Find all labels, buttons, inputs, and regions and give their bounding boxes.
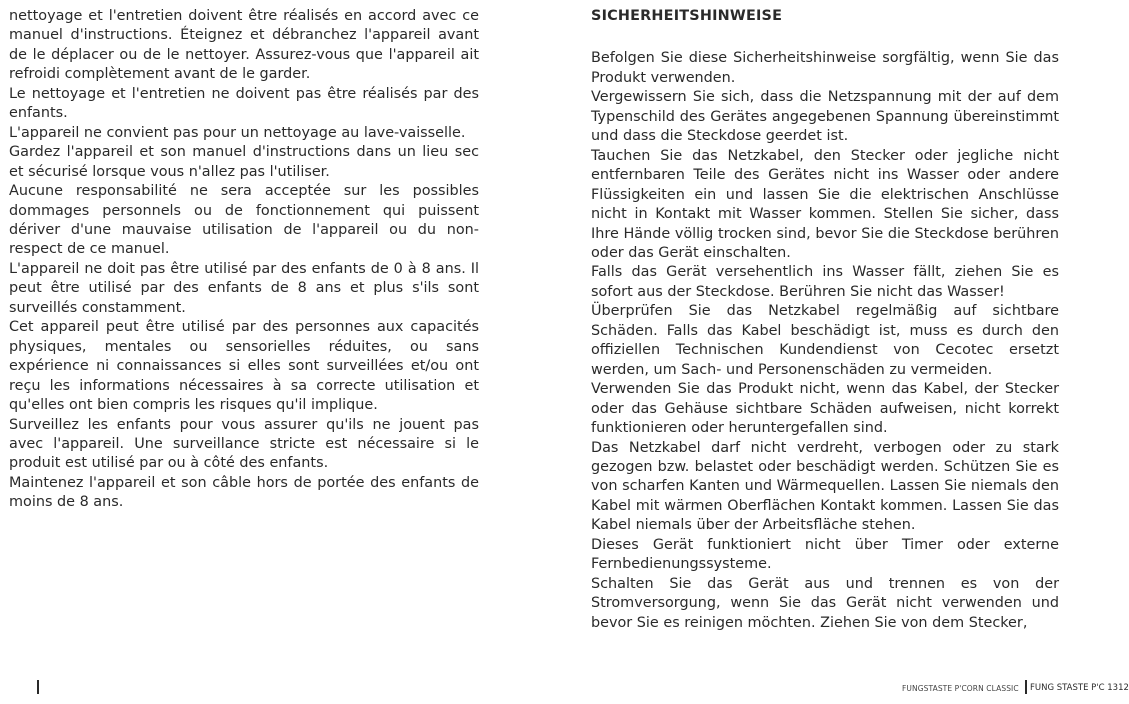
german-safety-column	[591, 7, 1059, 665]
page-edge-marker	[1025, 680, 1027, 694]
paragraph: Befolgen Sie diese Sicherheitshinweise sorgfältig, wenn Sie das Produkt verwenden.	[591, 50, 1059, 86]
paragraph: Aucune responsabilité ne sera acceptée sur les possibles dommages personnels ou de fonctionnement qui puissent dériver d'une mauvaise utilisation de l'appareil ou du non-respect de ce manuel.	[9, 183, 479, 258]
paragraph: Maintenez l'appareil et son câble hors de portée des enfants de moins de 8 ans.	[9, 474, 479, 511]
section-heading: SICHERHEITSHINWEISE	[591, 8, 783, 24]
paragraph: Falls das Gerät versehentlich ins Wasser fällt, ziehen Sie es sofort aus der Steckdose. Berühren Sie nicht das Wasser!	[591, 264, 1059, 300]
paragraph: Überprüfen Sie das Netzkabel regelmäßig auf sichtbare Schäden. Falls das Kabel beschädigt ist, muss es durch den offiziellen Technischen Kundendienst von Cecotec ersetzt werden, um Sach- und Personenschäden zu vermeiden.	[591, 303, 1059, 378]
paragraph: Tauchen Sie das Netzkabel, den Stecker oder jegliche nicht entfernbaren Teile des Gerätes nicht ins Wasser oder andere Flüssigkeiten ein und lassen Sie die elektrischen Anschlüsse nicht in Kontakt mit Wasser kommen. Stellen Sie sicher, dass Ihre Hände völlig trocken sind, bevor Sie die Steckdose berühren oder das Gerät einschalten.	[591, 147, 1059, 261]
paragraph: Schalten Sie das Gerät aus und trennen es von der Stromversorgung, wenn Sie das Gerät nicht verwenden und bevor Sie es reinigen möchten. Ziehen Sie von dem Stecker,	[591, 575, 1059, 631]
paragraph: Surveillez les enfants pour vous assurer qu'ils ne jouent pas avec l'appareil. Une surveillance stricte est nécessaire si le produit est utilisé par ou à côté des enfants.	[9, 416, 479, 472]
paragraph: L'appareil ne convient pas pour un nettoyage au lave-vaisselle.	[9, 124, 466, 141]
footer-product-label: FUNGSTASTE P'CORN CLASSIC	[902, 684, 1019, 693]
paragraph: Gardez l'appareil et son manuel d'instructions dans un lieu sec et sécurisé lorsque vous n'allez pas l'utiliser.	[9, 144, 479, 180]
paragraph: L'appareil ne doit pas être utilisé par des enfants de 0 à 8 ans. Il peut être utilisé par des enfants de 8 ans et plus s'ils sont surveillés constamment.	[9, 260, 479, 316]
paragraph: Das Netzkabel darf nicht verdreht, verbogen oder zu stark gezogen bzw. belastet oder beschädigt werden. Schützen Sie es von scharfen Kanten und Wärmequellen. Lassen Sie niemals den Kabel mit wärmen Oberflächen Kontakt kommen. Lassen Sie das Kabel niemals über der Arbeitsfläche stehen.	[591, 439, 1059, 534]
french-safety-column	[9, 7, 479, 513]
paragraph: Verwenden Sie das Produkt nicht, wenn das Kabel, der Stecker oder das Gehäuse sichtbare Schäden aufweisen, nicht korrekt funktionieren oder heruntergefallen sind.	[591, 381, 1059, 437]
paragraph: nettoyage et l'entretien doivent être réalisés en accord avec ce manuel d'instructions. Éteignez et débranchez l'appareil avant de le déplacer ou de le nettoyer. Assurez-vous que l'appareil ait refroidi complètement avant de le garder.	[9, 8, 479, 83]
paragraph: Vergewissern Sie sich, dass die Netzspannung mit der auf dem Typenschild des Gerätes angegebenen Spannung übereinstimmt und dass die Steckdose geerdet ist.	[591, 89, 1059, 145]
page-edge-marker	[37, 680, 39, 694]
paragraph: Cet appareil peut être utilisé par des personnes aux capacités physiques, mentales ou sensorielles réduites, ou sans expérience ni connaissances si elles sont surveillées et/ou ont reçu les informations nécessaires à sa correcte utilisation et qu'elles ont bien compris les risques qu'il implique.	[9, 319, 479, 414]
footer-page-number: FUNG STASTE P'C 1312	[1030, 683, 1129, 693]
section-body	[591, 49, 1059, 665]
paragraph: Dieses Gerät funktioniert nicht über Timer oder externe Fernbedienungssysteme.	[591, 536, 1059, 573]
paragraph: Le nettoyage et l'entretien ne doivent pas être réalisés par des enfants.	[9, 85, 479, 122]
